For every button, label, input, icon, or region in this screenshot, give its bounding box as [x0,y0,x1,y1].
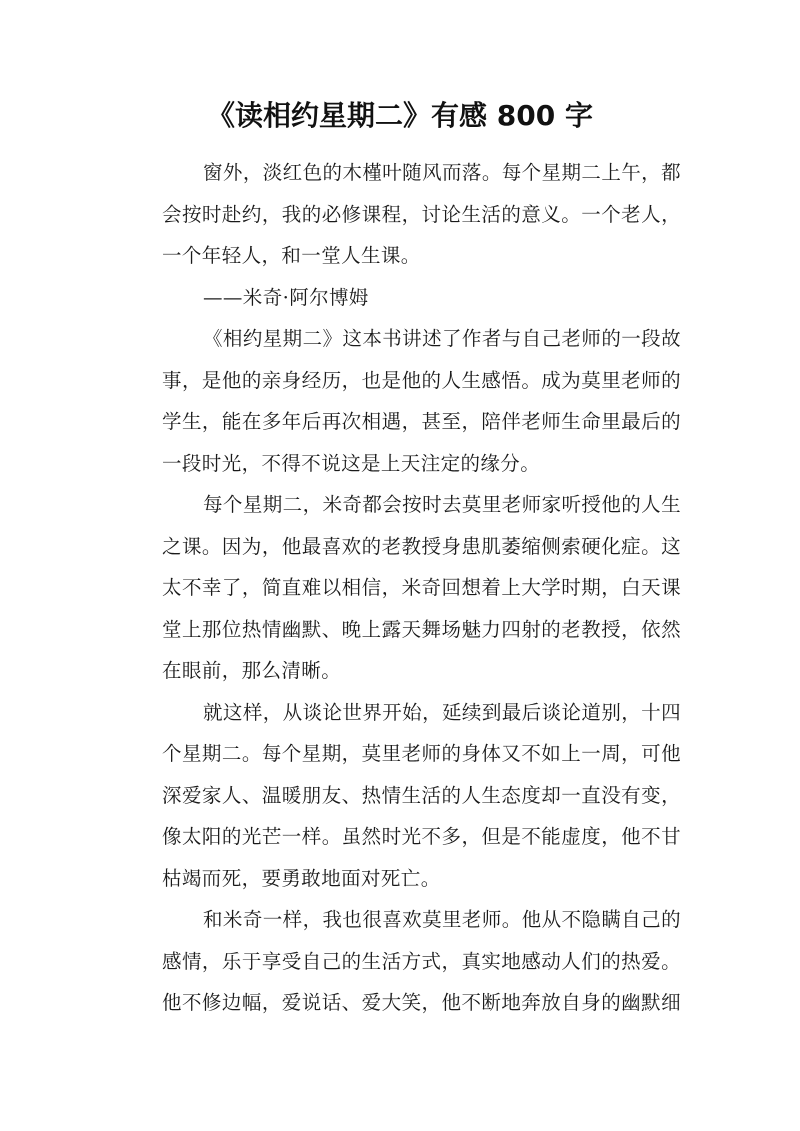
paragraph-line: 像太阳的光芒一样。虽然时光不多，但是不能虚度，他不甘 [162,825,681,848]
paragraph-line: 枯竭而死，要勇敢地面对死亡。 [162,866,441,890]
paragraph-line: ——米奇·阿尔博姆 [203,285,369,309]
paragraph-1 [121,152,681,277]
paragraph-line: 之课。因为，他最喜欢的老教授身患肌萎缩侧索硬化症。这 [162,534,681,558]
paragraph-line: 个星期二。每个星期，莫里老师的身体又不如上一周，可他 [162,742,681,765]
paragraph-line: 深爱家人、温暖朋友、热情生活的人生态度却一直没有变， [162,783,681,807]
paragraph-line: 太不幸了，简直难以相信，米奇回想着上大学时期，白天课 [162,576,681,599]
paragraph-line: 每个星期二，米奇都会按时去莫里老师家听授他的人生 [203,493,681,516]
paragraph-4 [121,484,681,692]
paragraph-line: 窗外，淡红色的木槿叶随风而落。每个星期二上午，都 [203,161,681,184]
paragraph-line: 会按时赴约，我的必修课程，讨论生活的意义。一个老人， [162,202,681,226]
paragraph-line: 在眼前，那么清晰。 [162,659,342,682]
paragraph-line: 一段时光，不得不说这是上天注定的缘分。 [162,451,541,475]
paragraph-3 [121,318,681,484]
paragraph-5 [121,692,681,900]
paragraph-line: 事，是他的亲身经历，也是他的人生感悟。成为莫里老师的 [162,368,681,392]
paragraph-line: 感情，乐于享受自己的生活方式，真实地感动人们的热爱。 [162,949,681,973]
paragraph-line: 《相约星期二》这本书讲述了作者与自己老师的一段故 [203,327,681,350]
paragraph-line: 堂上那位热情幽默、晚上露天舞场魅力四射的老教授，依然 [162,617,681,641]
paragraph-line: 一个年轻人，和一堂人生课。 [162,244,421,267]
paragraph-2-attribution [121,277,681,319]
paragraph-line: 和米奇一样，我也很喜欢莫里老师。他从不隐瞒自己的 [203,908,681,931]
document-title: 《读相约星期二》有感 800 字 [207,99,593,132]
paragraph-line: 学生，能在多年后再次相遇，甚至，陪伴老师生命里最后的 [162,410,681,433]
paragraph-line: 他不修边幅，爱说话、爱大笑，他不断地奔放自身的幽默细 [162,991,681,1014]
paragraph-line: 就这样，从谈论世界开始，延续到最后谈论道别，十四 [203,700,681,724]
document-body [121,152,681,1024]
paragraph-6 [121,899,681,1024]
